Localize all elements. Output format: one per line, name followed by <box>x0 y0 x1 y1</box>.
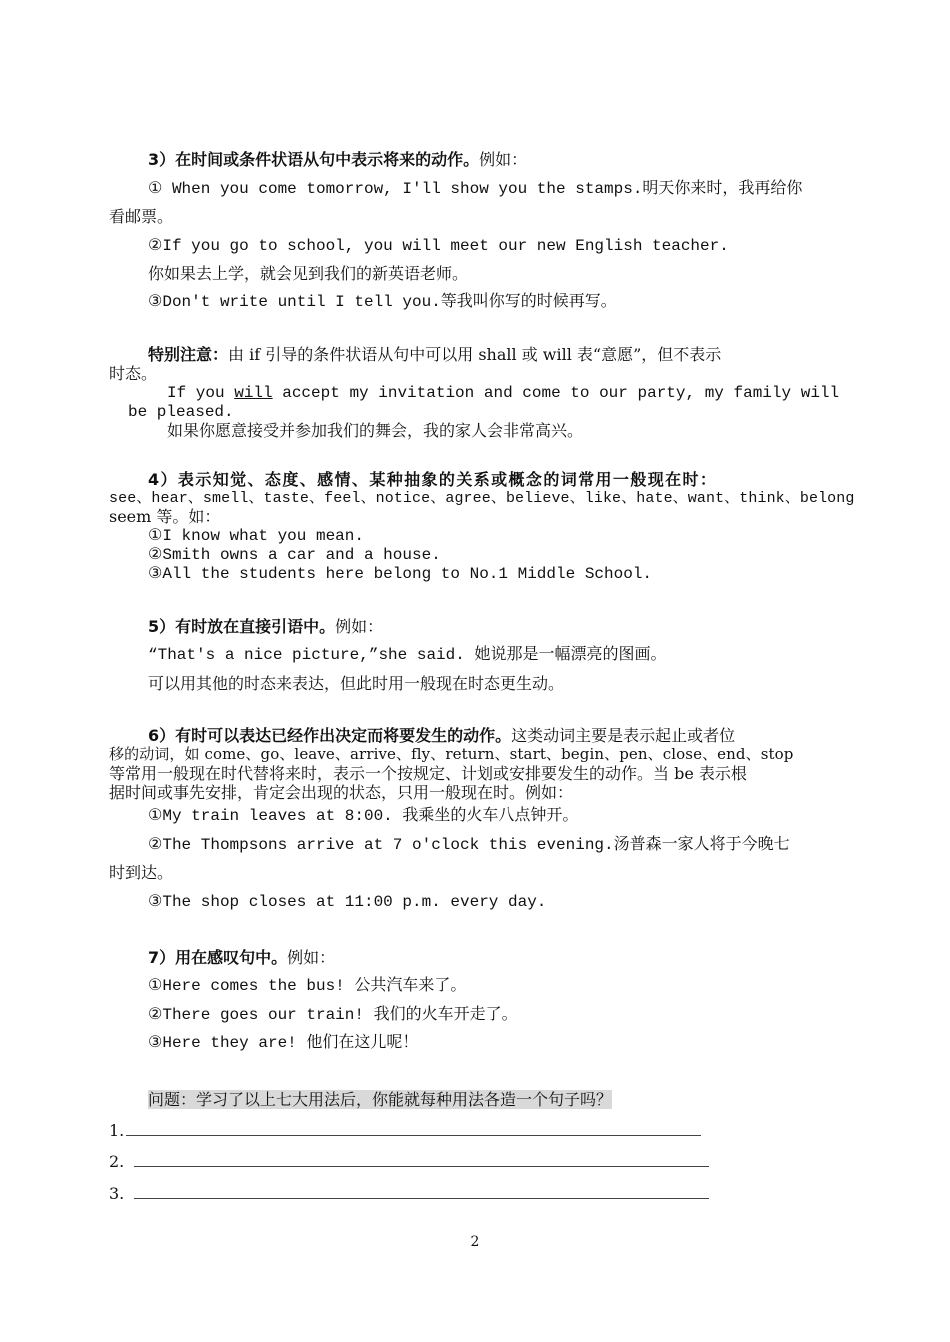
s7-example-3: ③Here they are! 他们在这儿呢！ <box>148 1034 419 1052</box>
s7-example-2: ②There goes our train! 我们的火车开走了。 <box>148 1006 518 1024</box>
note-example-cn: 如果你愿意接受并参加我们的舞会，我的家人会非常高兴。 <box>167 421 584 440</box>
s4-example-2: ②Smith owns a car and a house. <box>148 546 441 564</box>
s7-heading: 7）用在感叹句中。 <box>148 948 288 967</box>
answer-line-2[interactable] <box>109 1152 709 1172</box>
answer-number-3: 3. <box>109 1184 125 1203</box>
s6-text-b: 移的动词，如 come、go、leave、arrive、fly、return、start、begin、pen、close、end、stop <box>109 745 794 763</box>
question-text: 问题：学习了以上七大用法后，你能就每种用法各造一个句子吗？ <box>148 1090 613 1109</box>
s3-after: 例如： <box>479 150 528 169</box>
s4-list-b: seem 等。如： <box>109 507 221 526</box>
s5-heading: 5）有时放在直接引语中。 <box>148 617 336 636</box>
answer-number-2: 2. <box>109 1152 125 1171</box>
note-ex-underlined: will <box>234 384 273 402</box>
s6-example-3: ③The shop closes at 11:00 p.m. every day. <box>148 893 547 911</box>
s3-example-1b: 看邮票。 <box>109 207 174 226</box>
s4-example-3: ③All the students here belong to No.1 Middle School. <box>148 565 653 583</box>
note-example-b: be pleased. <box>128 403 234 421</box>
answer-line-1[interactable] <box>109 1121 701 1141</box>
s3-example-2b: 你如果去上学，就会见到我们的新英语老师。 <box>148 264 469 283</box>
s7-heading-line <box>148 948 335 968</box>
s3-heading-line <box>148 150 527 170</box>
s4-example-1: ①I know what you mean. <box>148 527 364 545</box>
answer-line-3[interactable] <box>109 1184 709 1204</box>
s5-example-1: “That's a nice picture,”she said. 她说那是一幅漂亮的图画。 <box>148 646 667 664</box>
note-label: 特别注意： <box>148 345 229 364</box>
answer-blank-1[interactable] <box>126 1121 701 1136</box>
note-text: 由 if 引导的条件状语从句中可以用 shall 或 will 表“意愿”，但不表示 <box>228 345 722 364</box>
s6-text-d: 据时间或事先安排，肯定会出现的状态，只用一般现在时。例如： <box>109 783 574 802</box>
s6-heading: 6）有时可以表达已经作出决定而将要发生的动作。 <box>148 726 512 745</box>
s5-example-2: 可以用其他的时态来表达，但此时用一般现在时态更生动。 <box>148 674 565 693</box>
s6-example-2b: 时到达。 <box>109 863 174 882</box>
s3-example-2a: ②If you go to school, you will meet our new English teacher. <box>148 237 729 255</box>
s7-example-1: ①Here comes the bus! 公共汽车来了。 <box>148 977 467 995</box>
s6-text-c: 等常用一般现在时代替将来时，表示一个按规定、计划或安排要发生的动作。当 be 表示根 <box>109 764 747 783</box>
answer-blank-2[interactable] <box>134 1152 709 1167</box>
s5-after: 例如： <box>335 617 384 636</box>
s7-after: 例如： <box>287 948 336 967</box>
s3-heading: 3）在时间或条件状语从句中表示将来的动作。 <box>148 150 480 169</box>
answer-number-1: 1. <box>109 1121 125 1140</box>
s6-heading-line <box>148 726 735 746</box>
s5-heading-line <box>148 617 383 637</box>
note-text-b: 时态。 <box>109 364 158 383</box>
s3-example-1a: ① When you come tomorrow, I'll show you the stamps.明天你来时，我再给你 <box>148 180 803 198</box>
note-line <box>148 345 721 365</box>
note-example-line <box>167 383 839 403</box>
s4-heading: 4）表示知觉、态度、感情、某种抽象的关系或概念的词常用一般现在时： <box>148 470 718 489</box>
note-ex-post: accept my invitation and come to our party, my family will <box>272 384 840 402</box>
s6-example-2a: ②The Thompsons arrive at 7 o'clock this evening.汤普森一家人将于今晚七 <box>148 836 790 854</box>
question-line <box>148 1090 612 1110</box>
answer-blank-3[interactable] <box>134 1184 709 1199</box>
note-ex-pre: If you <box>167 384 235 402</box>
s6-after: 这类动词主要是表示起止或者位 <box>511 726 736 745</box>
page-number: 2 <box>470 1234 480 1250</box>
s4-list-a: see、hear、smell、taste、feel、notice、agree、believe、like、hate、want、think、belong <box>109 490 855 507</box>
s3-example-3: ③Don't write until I tell you.等我叫你写的时候再写。 <box>148 293 617 311</box>
s6-example-1: ①My train leaves at 8:00. 我乘坐的火车八点钟开。 <box>148 807 579 825</box>
